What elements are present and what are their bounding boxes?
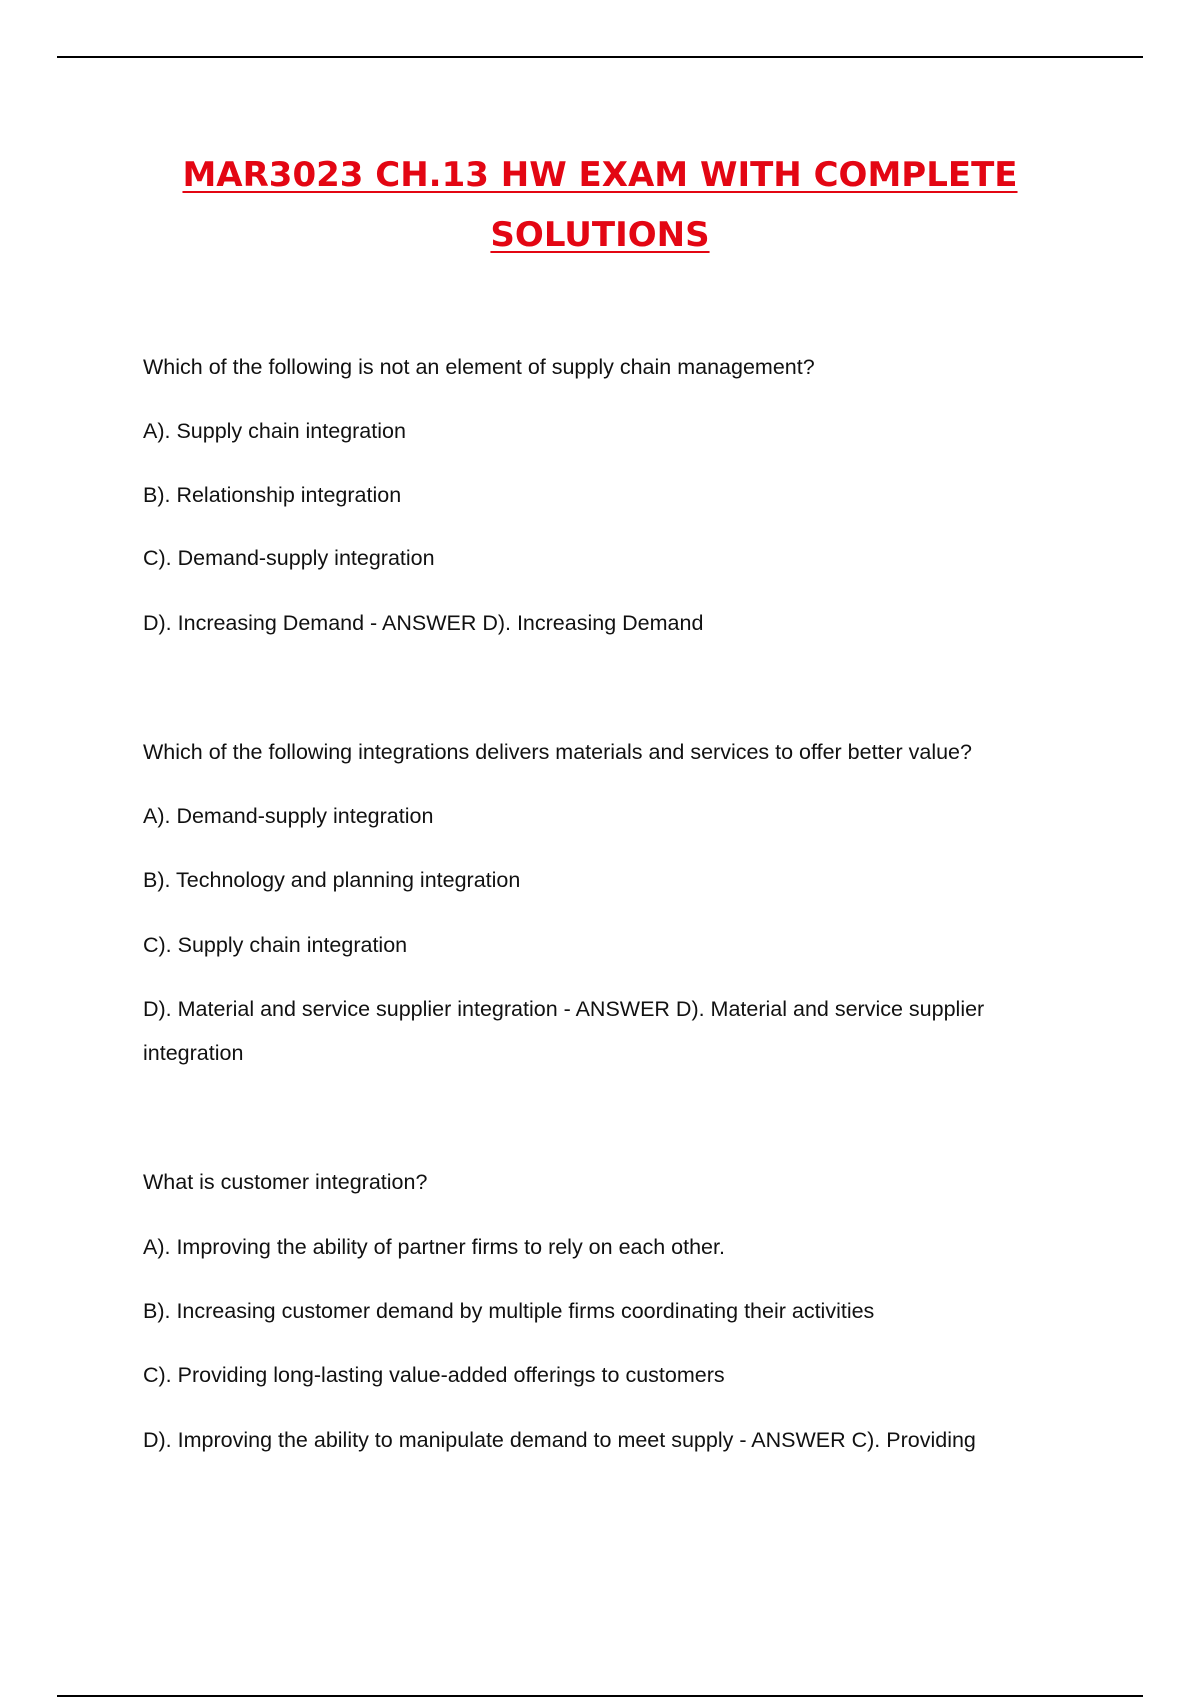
bottom-rule [57, 1695, 1143, 1697]
question-2-text: Which of the following integrations delivers materials and services to offer better value? [143, 740, 972, 764]
question-1-option-c: C). Demand-supply integration [143, 546, 435, 570]
question-1-option-d: D). Increasing Demand - ANSWER D). Increasing Demand [143, 611, 704, 635]
document-title [0, 145, 1200, 265]
question-3-option-c: C). Providing long-lasting value-added offerings to customers [143, 1363, 725, 1387]
top-rule [57, 56, 1143, 58]
title-line-1: MAR3023 CH.13 HW EXAM WITH COMPLETE [182, 155, 1018, 195]
question-2-option-b: B). Technology and planning integration [143, 868, 521, 892]
question-3-text: What is customer integration? [143, 1170, 428, 1194]
question-3-option-b: B). Increasing customer demand by multiple firms coordinating their activities [143, 1299, 875, 1323]
question-2-option-a: A). Demand-supply integration [143, 804, 434, 828]
question-3-option-d: D). Improving the ability to manipulate demand to meet supply - ANSWER C). Providing [143, 1428, 976, 1452]
question-1-option-a: A). Supply chain integration [143, 419, 406, 443]
question-2-option-c: C). Supply chain integration [143, 933, 408, 957]
question-3-option-a: A). Improving the ability of partner firms to rely on each other. [143, 1235, 725, 1259]
question-1-text: Which of the following is not an element of supply chain management? [143, 355, 815, 379]
question-1-option-b: B). Relationship integration [143, 483, 402, 507]
title-line-2: SOLUTIONS [490, 215, 710, 255]
question-2-option-d: D). Material and service supplier integration - ANSWER D). Material and service supplier integration [143, 997, 985, 1065]
